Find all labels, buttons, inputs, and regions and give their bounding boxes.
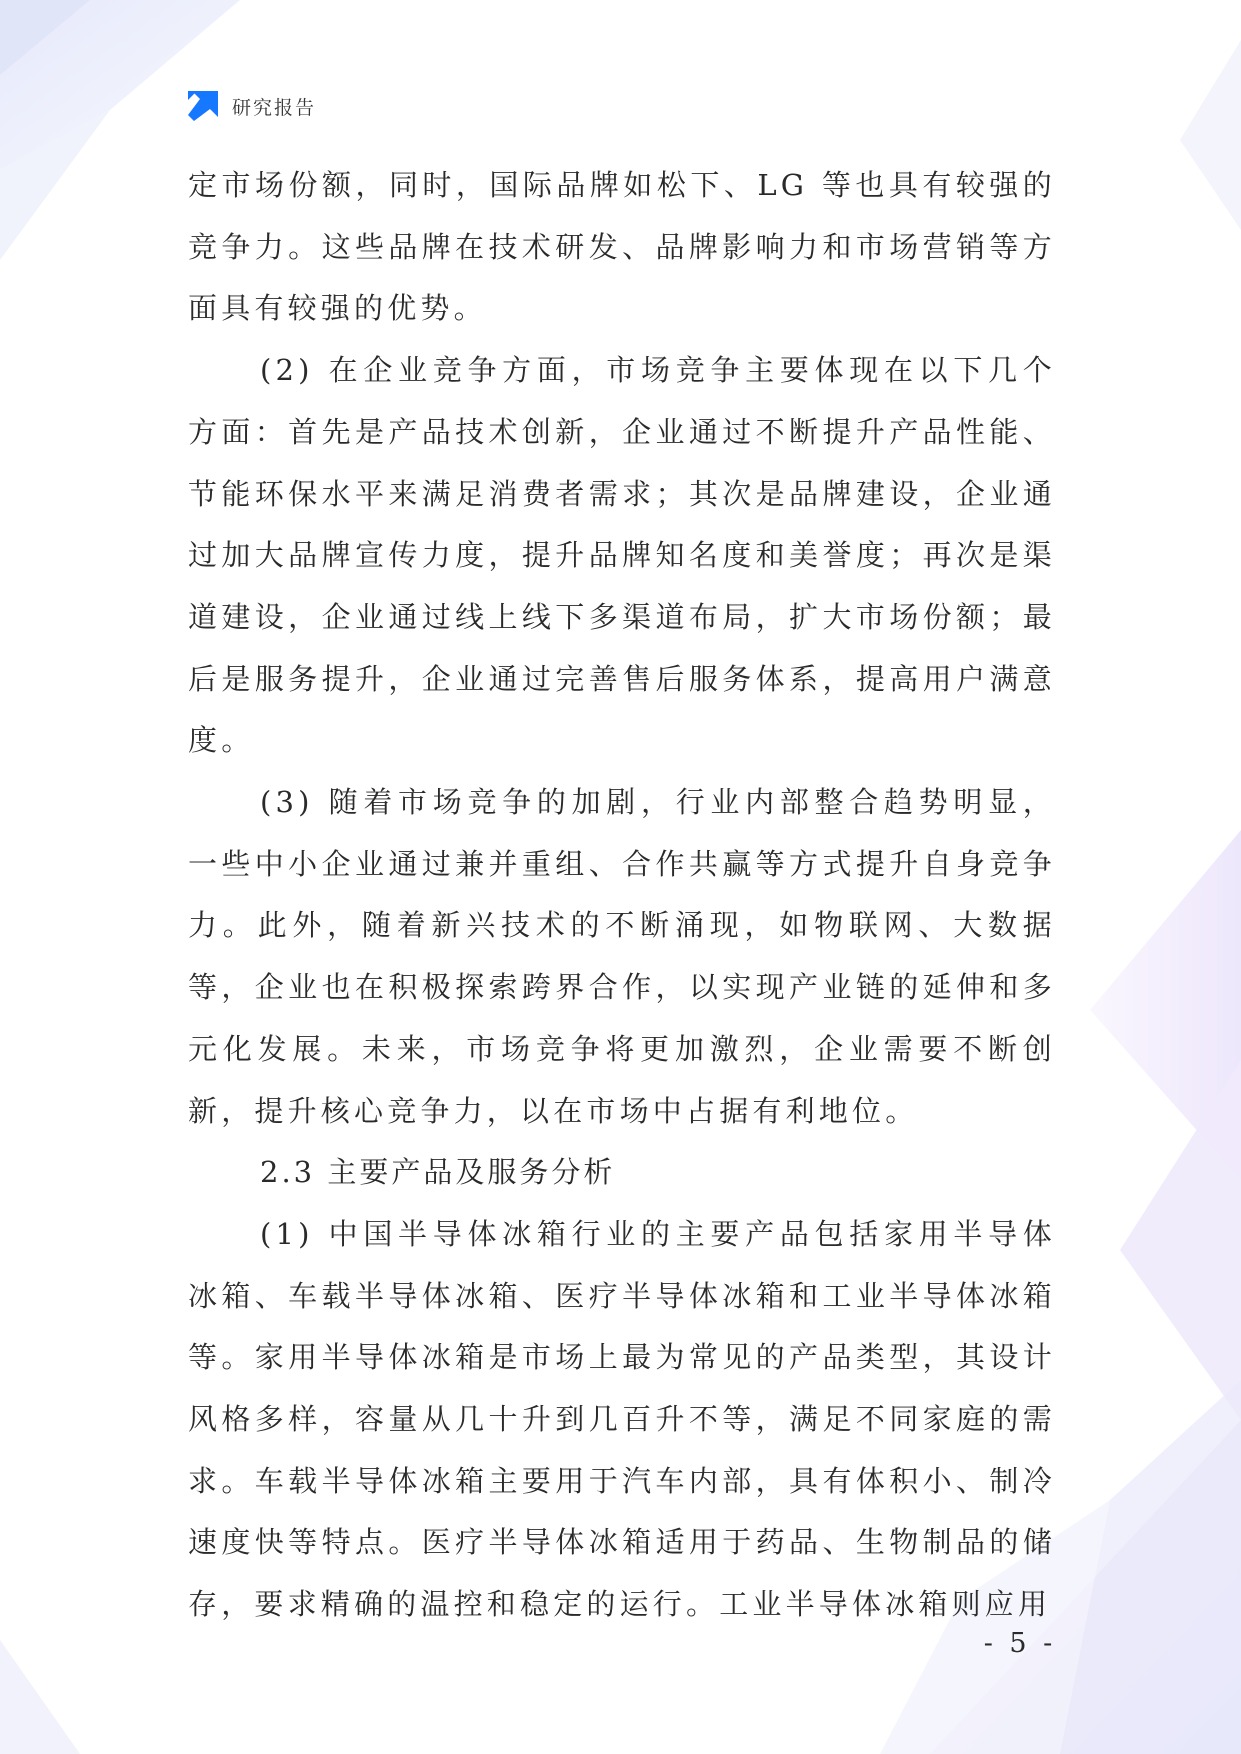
arrow-up-right-icon xyxy=(186,89,220,123)
report-header xyxy=(186,88,316,124)
paragraph-brand-competition: 定市场份额，同时，国际品牌如松下、LG 等也具有较强的竞争力。这些品牌在技术研发、品牌影响力和市场营销等方面具有较强的优势。 xyxy=(188,168,1056,326)
paragraph-main-products: (1) 中国半导体冰箱行业的主要产品包括家用半导体冰箱、车载半导体冰箱、医疗半导体冰箱和工业半导体冰箱等。家用半导体冰箱是市场上最为常见的产品类型，其设计风格多样，容量从几十升到几百升不等，满足不同家庭的需求。车载半导体冰箱主要用于汽车内部，具有体积小、制冷速度快等特点。医疗半导体冰箱适用于药品、生物制品的储存，要求精确的温控和稳定的运行。工业半导体冰箱则应用 xyxy=(188,1216,1056,1622)
section-heading: 2.3 主要产品及服务分析 xyxy=(260,1155,616,1190)
paragraph-industry-integration: (3) 随着市场竞争的加剧，行业内部整合趋势明显，一些中小企业通过兼并重组、合作共赢等方式提升自身竞争力。此外，随着新兴技术的不断涌现，如物联网、大数据等，企业也在积极探索跨界合作，以实现产业链的延伸和多元化发展。未来，市场竞争将更加激烈，企业需要不断创新，提升核心竞争力，以在市场中占据有利地位。 xyxy=(188,785,1056,1128)
page-number: - 5 - xyxy=(983,1628,1057,1659)
paragraph-enterprise-competition: (2) 在企业竞争方面，市场竞争主要体现在以下几个方面：首先是产品技术创新，企业通过不断提升产品性能、节能环保水平来满足消费者需求；其次是品牌建设，企业通过加大品牌宣传力度，提升品牌知名度和美誉度；再次是渠道建设，企业通过线上线下多渠道布局，扩大市场份额；最后是服务提升，企业通过完善售后服务体系，提高用户满意度。 xyxy=(188,353,1056,758)
header-title: 研究报告 xyxy=(232,96,317,119)
document-body xyxy=(188,155,1056,1636)
